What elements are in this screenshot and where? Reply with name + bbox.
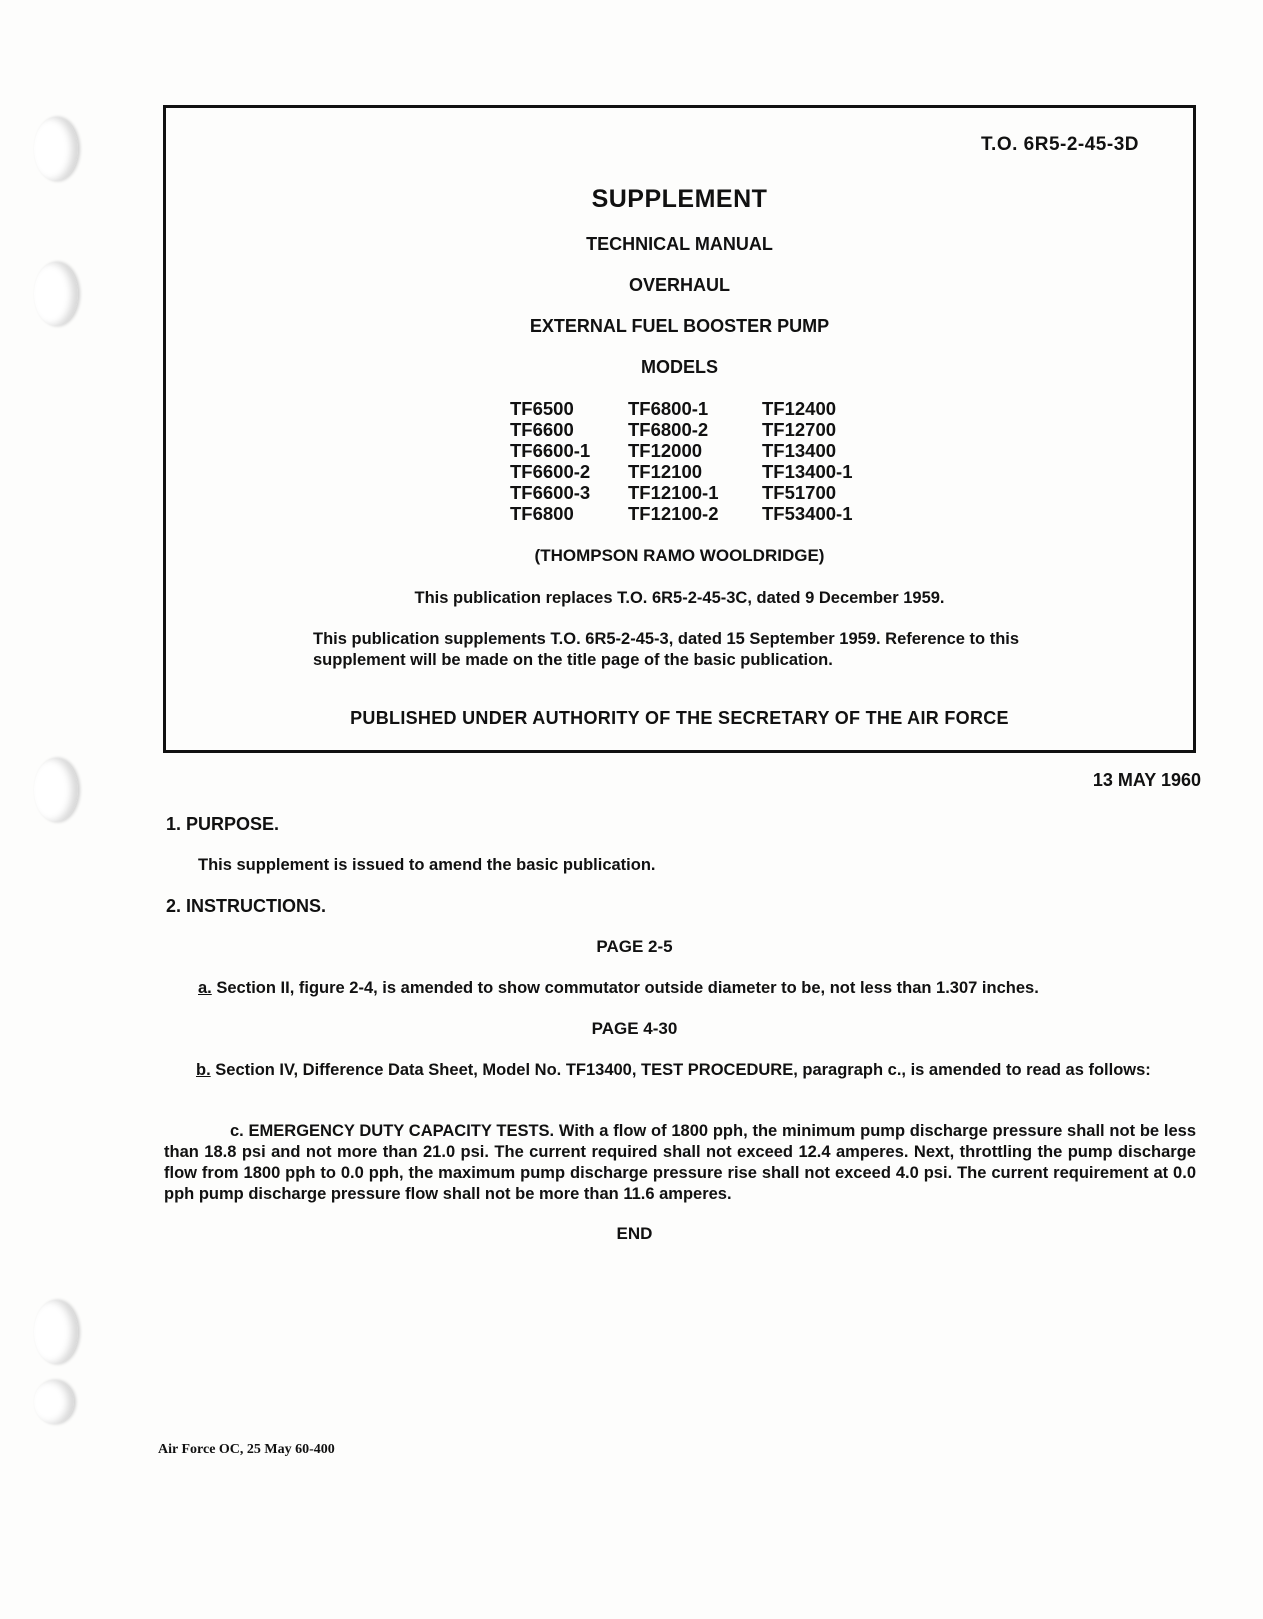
model-number: TF12700 <box>762 419 837 440</box>
model-number: TF6800-1 <box>628 398 709 419</box>
technical-manual-line: TECHNICAL MANUAL <box>586 234 773 254</box>
binder-hole-5 <box>34 1380 74 1424</box>
replaces-note: This publication replaces T.O. 6R5-2-45-3C, dated 9 December 1959. <box>414 589 945 607</box>
purpose-heading: 1. PURPOSE. <box>166 814 280 834</box>
models-label: MODELS <box>640 357 718 377</box>
equipment-line: EXTERNAL FUEL BOOSTER PUMP <box>529 316 830 336</box>
authority-line: PUBLISHED UNDER AUTHORITY OF THE SECRETARY OF THE AIR FORCE <box>350 708 1009 728</box>
instructions-heading: 2. INSTRUCTIONS. <box>166 896 327 916</box>
model-number: TF6800-2 <box>628 419 709 440</box>
item-c <box>164 1121 1196 1205</box>
model-number: TF53400-1 <box>762 503 853 524</box>
model-number: TF6600-3 <box>510 482 591 503</box>
item-c-text: c. EMERGENCY DUTY CAPACITY TESTS. With a flow of 1800 pph, the minimum pump discharge pressure shall not be less than 18.8 psi and not more than 21.0 psi. The current required shall not exceed 12.4 amperes. Next, throttling the pump discharge flow from 1800 pph to 0.0 pph, the maximum pump discharge pressure rise shall not exceed 4.0 psi. The current requirement at 0.0 pph pump discharge pressure flow shall not be more than 11.6 amperes. <box>164 1122 1196 1203</box>
model-number: TF12100-2 <box>628 503 719 524</box>
model-number: TF6800 <box>510 503 574 524</box>
binder-hole-1 <box>34 117 78 181</box>
item-b-letter: b. <box>196 1061 211 1079</box>
print-footer: Air Force OC, 25 May 60-400 <box>158 1442 335 1457</box>
item-b-text: Section IV, Difference Data Sheet, Model No. TF13400, TEST PROCEDURE, paragraph c., is amended to read as follows: <box>210 1061 1151 1079</box>
manufacturer: (THOMPSON RAMO WOOLDRIDGE) <box>534 546 825 565</box>
model-number: TF13400-1 <box>762 461 853 482</box>
model-number: TF6600-1 <box>510 440 591 461</box>
model-number: TF13400 <box>762 440 837 461</box>
model-number: TF6600 <box>510 419 574 440</box>
issue-date: 13 MAY 1960 <box>1092 770 1201 790</box>
page-ref-4-30: PAGE 4-30 <box>591 1019 678 1038</box>
model-number: TF12100 <box>628 461 703 482</box>
binder-hole-4 <box>34 1300 78 1364</box>
item-a <box>198 978 1039 999</box>
supplements-note: This publication supplements T.O. 6R5-2-45-3, dated 15 September 1959. Reference to this supplement will be made on the title page of the basic publication. <box>313 630 1020 669</box>
model-number: TF51700 <box>762 482 837 503</box>
purpose-text: This supplement is issued to amend the basic publication. <box>198 856 656 874</box>
end-marker: END <box>616 1224 653 1243</box>
supplement-title: SUPPLEMENT <box>591 185 768 213</box>
item-a-text: Section II, figure 2-4, is amended to show commutator outside diameter to be, not less than 1.307 inches. <box>211 979 1039 997</box>
model-number: TF6500 <box>510 398 574 419</box>
model-number: TF12000 <box>628 440 703 461</box>
page-ref-2-5: PAGE 2-5 <box>596 937 673 956</box>
models-list <box>510 398 882 524</box>
model-number: TF12400 <box>762 398 837 419</box>
to-number: T.O. 6R5-2-45-3D <box>981 134 1139 155</box>
model-number: TF12100-1 <box>628 482 719 503</box>
binder-hole-3 <box>34 758 78 822</box>
item-a-letter: a. <box>198 979 212 997</box>
model-number: TF6600-2 <box>510 461 591 482</box>
binder-hole-2 <box>34 262 78 326</box>
overhaul-line: OVERHAUL <box>628 275 730 295</box>
item-b <box>164 1060 1196 1081</box>
title-block <box>163 105 1196 753</box>
